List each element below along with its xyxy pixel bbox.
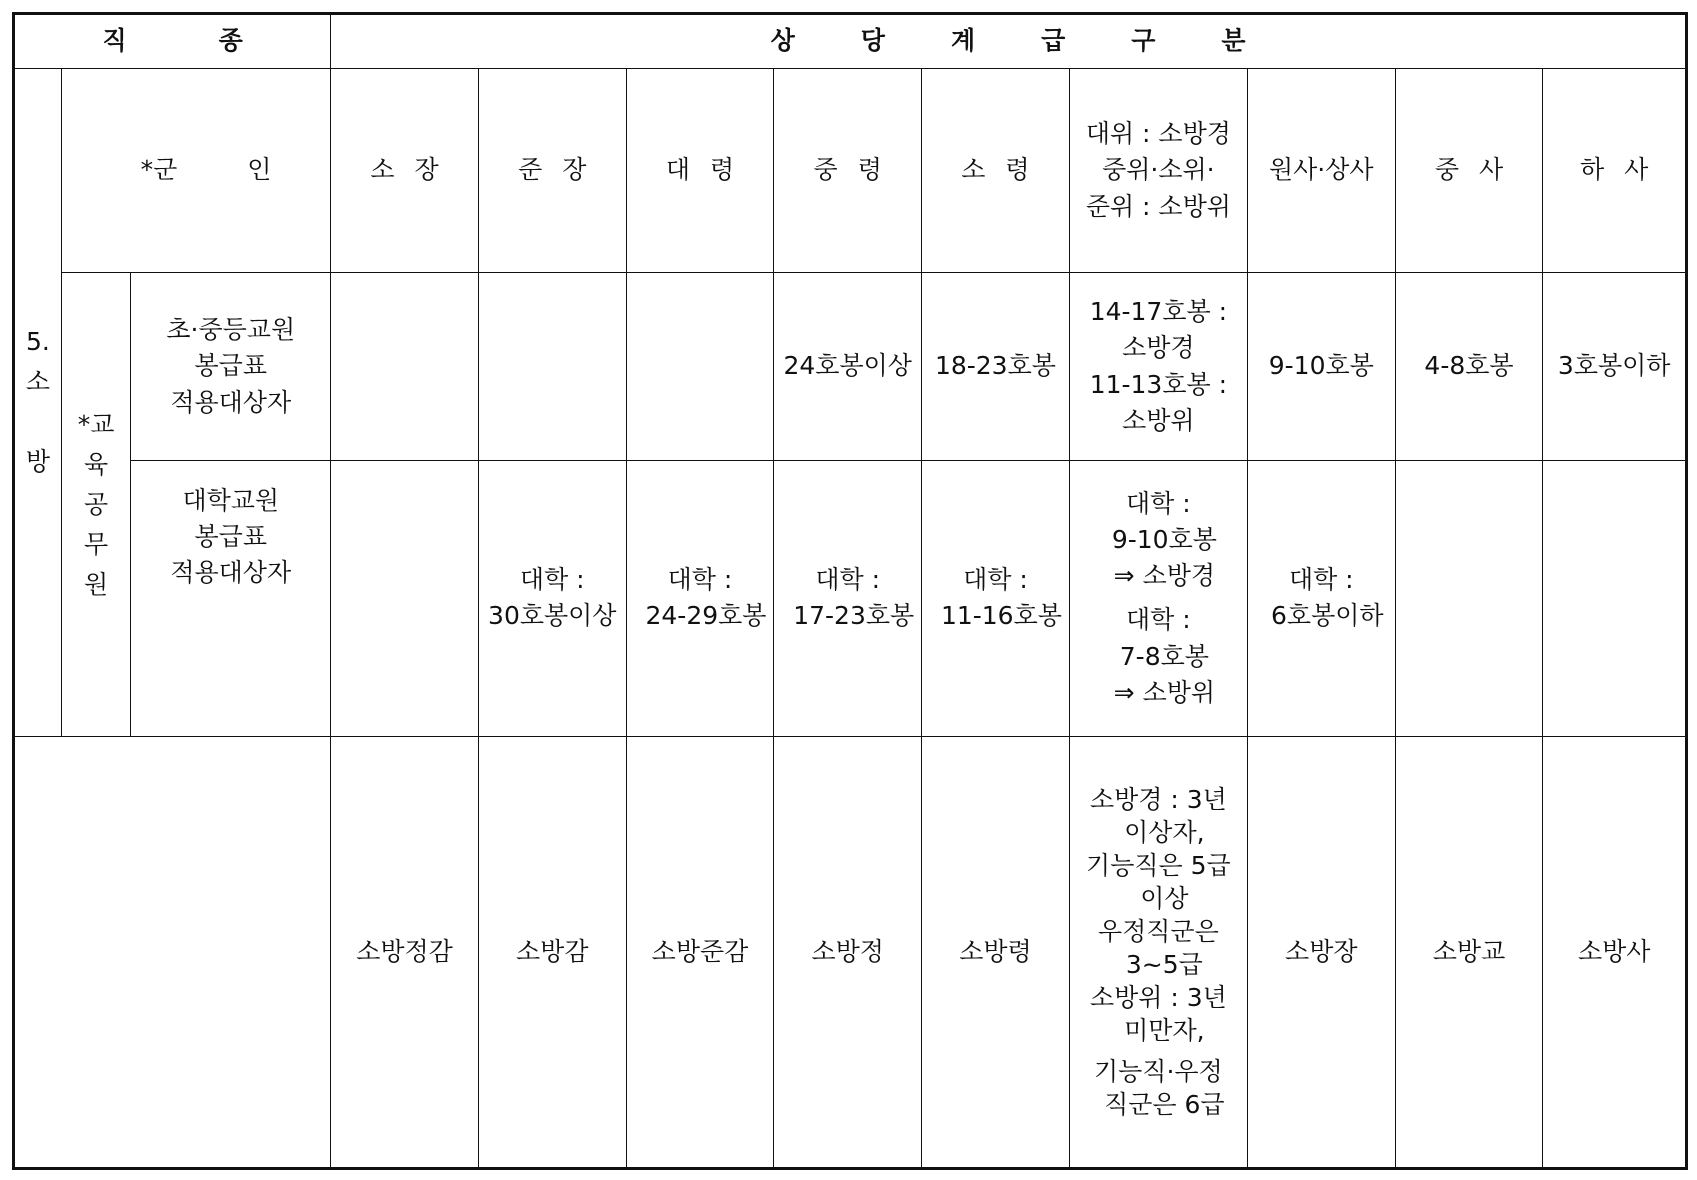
education-char: 육 (83, 449, 109, 479)
school-rank-cell (478, 273, 626, 461)
cell-line: 14-17호봉 : (1089, 297, 1228, 327)
soldier-rank-cell (1247, 68, 1395, 272)
cell-line: 기능직·우정 (1094, 1056, 1223, 1086)
cell-line: 3~5급 (1125, 949, 1203, 979)
header-rank-division (331, 14, 1687, 69)
cell-line: 기능직은 5급 (1086, 850, 1231, 880)
category-line: 소 (25, 367, 50, 397)
rank-equivalence-table (12, 12, 1688, 1170)
cell-line: 17-23호봉 (793, 601, 915, 631)
soldier-label-suffix: 인 (247, 155, 272, 185)
header-rank-char: 구 (1131, 26, 1156, 56)
cell-line: 6호봉이하 (1271, 601, 1384, 631)
university-rank-cell (331, 460, 479, 736)
soldier-rank-cell (1543, 68, 1687, 272)
soldier-rank-cell (774, 68, 922, 272)
rank-char: 사 (1479, 155, 1504, 185)
university-rank-cell (1247, 460, 1395, 736)
cell-line: 소방경 : 3년 (1089, 784, 1227, 814)
cell-line: 대학 : (1126, 488, 1191, 518)
school-rank-cell (331, 273, 479, 461)
cell-line: 대위 : 소방경 (1085, 119, 1231, 149)
rank-char: 장 (562, 155, 587, 185)
cell-line: 7-8호봉 (1119, 641, 1209, 671)
soldier-label-prefix: *군 (140, 155, 178, 185)
university-rank-cell (1395, 460, 1543, 736)
fire-rank-cell: 소방장 (1247, 736, 1395, 1168)
fire-rank-cell: 소방감 (478, 736, 626, 1168)
cell-line: 소방위 (1122, 405, 1195, 435)
cell-line: 대학 : (519, 565, 585, 595)
fire-rank-cell: 소방령 (922, 736, 1070, 1168)
soldier-rank-cell (331, 68, 479, 272)
school-teacher-label (131, 273, 331, 461)
rank-char: 소 (961, 155, 986, 185)
cell-line: 중위·소위· (1102, 155, 1215, 185)
university-special-cell (1069, 460, 1247, 736)
school-rank-cell: 9-10호봉 (1247, 273, 1395, 461)
cell-line: 대학 : (1288, 565, 1354, 595)
university-teacher-label (131, 460, 331, 736)
category-fire-label (14, 68, 62, 736)
cell-line: ⇒ 소방위 (1113, 677, 1216, 707)
rank-char: 하 (1580, 155, 1605, 185)
cell-line: 9-10호봉 (1111, 524, 1217, 554)
rank-char: 사 (1624, 155, 1649, 185)
rank-char: 준 (518, 155, 543, 185)
cell-line: 대학교원 (182, 485, 280, 515)
school-special-cell (1069, 273, 1247, 461)
cell-line: 11-13호봉 : (1089, 369, 1228, 399)
soldier-captain-cell (1069, 68, 1247, 272)
soldier-rank-cell (1395, 68, 1543, 272)
cell-line: 봉급표 (194, 351, 267, 381)
rank-char: 령 (709, 155, 735, 185)
rank-text: 원사·상사 (1269, 155, 1374, 185)
rank-char: 장 (414, 155, 439, 185)
cell-line: 직군은 6급 (1104, 1089, 1225, 1119)
cell-line: 대학 : (815, 565, 881, 595)
cell-line: 이상 (1140, 883, 1189, 913)
category-line: 5. (25, 327, 50, 357)
university-rank-cell (1543, 460, 1687, 736)
header-rank-char: 급 (1041, 26, 1066, 56)
fire-rank-cell: 소방정감 (331, 736, 479, 1168)
cell-line: 우정직군은 (1097, 916, 1219, 946)
cell-line: 소방위 : 3년 (1089, 982, 1227, 1012)
cell-line: 이상자, (1124, 817, 1205, 847)
cell-line: 30호봉이상 (488, 601, 617, 631)
rank-char: 령 (857, 155, 882, 185)
cell-line: ⇒ 소방경 (1113, 561, 1216, 591)
rank-char: 대 (665, 155, 690, 185)
rank-char: 령 (1005, 155, 1030, 185)
soldier-rank-cell (478, 68, 626, 272)
header-job-type (14, 14, 331, 69)
header-rank-char: 분 (1221, 26, 1246, 56)
university-rank-cell (478, 460, 626, 736)
cell-line: 소방경 (1122, 333, 1195, 363)
school-rank-cell: 24호봉이상 (774, 273, 922, 461)
school-rank-cell: 3호봉이하 (1543, 273, 1687, 461)
cell-line: 적용대상자 (170, 558, 292, 588)
header-job-type-char: 직 (102, 26, 127, 56)
school-rank-cell: 4-8호봉 (1395, 273, 1543, 461)
rank-char: 소 (370, 155, 395, 185)
education-char: 무 (83, 529, 109, 559)
fire-rank-cell: 소방준감 (626, 736, 774, 1168)
header-rank-char: 계 (950, 26, 976, 56)
education-char: *교 (77, 409, 115, 439)
cell-line: 24-29호봉 (645, 601, 767, 631)
fire-rank-cell: 소방사 (1543, 736, 1687, 1168)
soldier-rank-cell (626, 68, 774, 272)
education-label (61, 273, 131, 737)
fire-label-cell (14, 736, 331, 1168)
category-line: 방 (25, 447, 50, 477)
fire-rank-cell: 소방정 (774, 736, 922, 1168)
cell-line: 대학 : (1126, 605, 1191, 635)
rank-char: 중 (1434, 155, 1459, 185)
header-rank-char: 당 (860, 26, 885, 56)
cell-line: 11-16호봉 (940, 601, 1062, 631)
fire-special-cell (1069, 736, 1247, 1168)
cell-line: 봉급표 (194, 522, 267, 552)
university-rank-cell (922, 460, 1070, 736)
cell-line: 대학 : (667, 565, 733, 595)
education-char: 원 (83, 569, 109, 599)
cell-line: 미만자, (1124, 1015, 1205, 1045)
university-rank-cell (626, 460, 774, 736)
header-rank-char: 상 (770, 26, 795, 56)
school-rank-cell (626, 273, 774, 461)
category-line (26, 402, 50, 442)
cell-line: 준위 : 소방위 (1085, 191, 1231, 221)
cell-line: 대학 : (963, 565, 1028, 595)
soldier-label (61, 68, 330, 272)
university-rank-cell (774, 460, 922, 736)
soldier-rank-cell (922, 68, 1070, 272)
cell-line: 적용대상자 (170, 387, 292, 417)
header-job-type-char: 종 (218, 26, 243, 56)
cell-line: 초·중등교원 (166, 315, 296, 345)
education-char: 공 (83, 489, 109, 519)
school-rank-cell: 18-23호봉 (922, 273, 1070, 461)
rank-char: 중 (813, 155, 838, 185)
fire-rank-cell: 소방교 (1395, 736, 1543, 1168)
